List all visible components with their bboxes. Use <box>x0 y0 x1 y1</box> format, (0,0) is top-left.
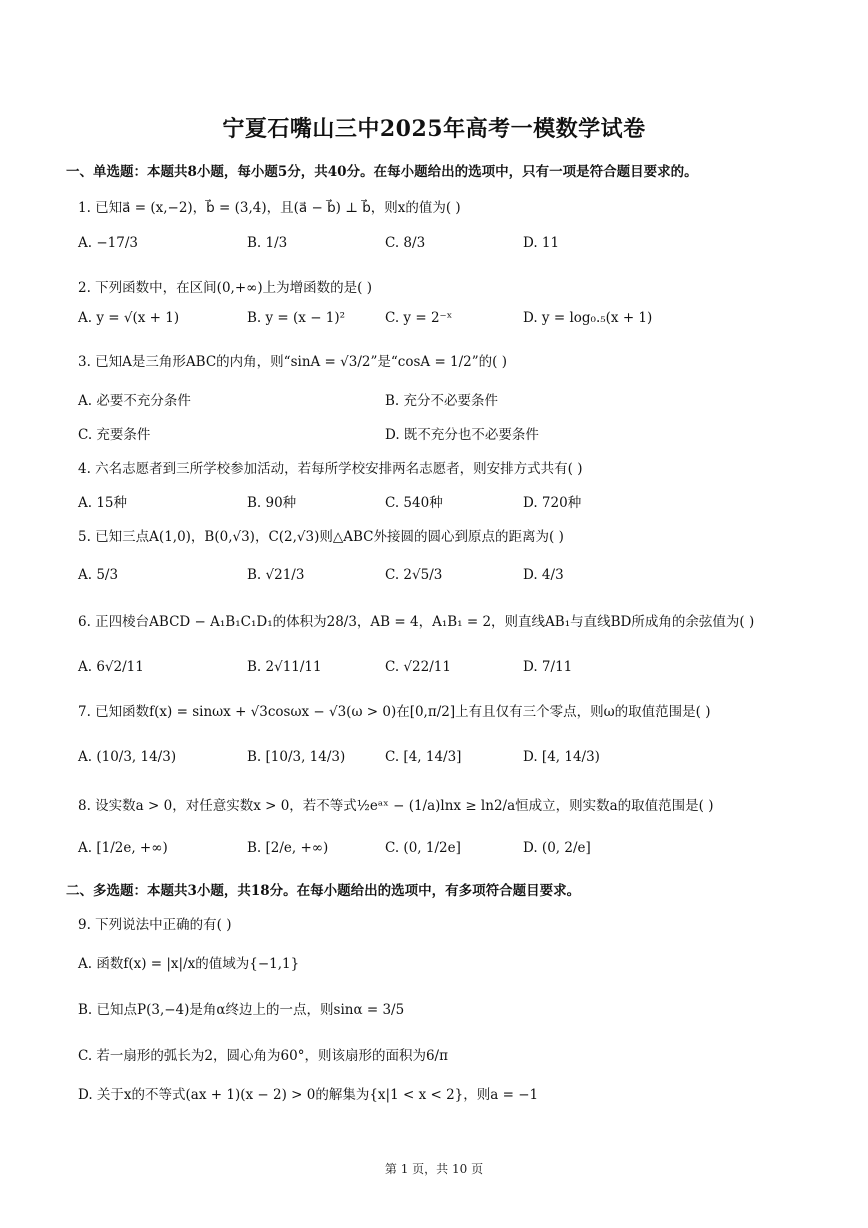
question-8-option-d: D. (0, 2/e] <box>523 840 591 856</box>
question-3-stem: 3. 已知A是三角形ABC的内角，则“sinA = √3/2”是“cosA = 1/2”的( ) <box>78 354 508 370</box>
question-6-option-a: A. 6√2/11 <box>78 659 144 675</box>
section-heading-multiple-choice: 二、多选题：本题共3小题，共18分。在每小题给出的选项中，有多项符合题目要求。 <box>66 883 581 899</box>
question-6-option-d: D. 7/11 <box>523 659 573 675</box>
question-1-stem: 1. 已知a⃗ = (x,−2)，b⃗ = (3,4)，且(a⃗ − b⃗) ⊥ b⃗，则x的值为( ) <box>78 200 461 216</box>
question-1-option-a: A. −17/3 <box>78 235 138 251</box>
question-7-option-d: D. [4, 14/3) <box>523 749 600 765</box>
page-title: 宁夏石嘴山三中2025年高考一模数学试卷 <box>222 116 646 142</box>
question-5-stem: 5. 已知三点A(1,0)，B(0,√3)，C(2,√3)则△ABC外接圆的圆心到原点的距离为( ) <box>78 529 564 545</box>
question-2-stem: 2. 下列函数中，在区间(0,+∞)上为增函数的是( ) <box>78 280 372 296</box>
question-6-option-c: C. √22/11 <box>385 659 451 675</box>
question-7-option-a: A. (10/3, 14/3) <box>78 749 177 765</box>
question-4-option-c: C. 540种 <box>385 495 443 511</box>
question-8-option-c: C. (0, 1/2e] <box>385 840 461 856</box>
page-footer: 第 1 页，共 10 页 <box>384 1162 484 1176</box>
question-8-option-a: A. [1/2e, +∞) <box>78 840 168 856</box>
question-7-stem: 7. 已知函数f(x) = sinωx + √3cosωx − √3(ω > 0)在[0,π/2]上有且仅有三个零点，则ω的取值范围是( ) <box>78 704 711 720</box>
question-3-option-b: B. 充分不必要条件 <box>385 393 499 409</box>
question-5-option-b: B. √21/3 <box>247 567 305 583</box>
question-2-option-c: C. y = 2⁻ˣ <box>385 310 453 326</box>
question-4-option-d: D. 720种 <box>523 495 582 511</box>
question-9-option-a: A. 函数f(x) = |x|/x的值域为{−1,1} <box>78 956 300 972</box>
question-1-option-c: C. 8/3 <box>385 235 426 251</box>
question-4-option-a: A. 15种 <box>78 495 128 511</box>
question-9-stem: 9. 下列说法中正确的有( ) <box>78 917 232 933</box>
question-3-option-d: D. 既不充分也不必要条件 <box>385 427 539 443</box>
question-9-option-c: C. 若一扇形的弧长为2，圆心角为60°，则该扇形的面积为6/π <box>78 1048 448 1064</box>
question-4-stem: 4. 六名志愿者到三所学校参加活动，若每所学校安排两名志愿者，则安排方式共有( ) <box>78 461 583 477</box>
question-7-option-c: C. [4, 14/3] <box>385 749 462 765</box>
question-5-option-d: D. 4/3 <box>523 567 564 583</box>
question-8-stem: 8. 设实数a > 0，对任意实数x > 0，若不等式½eᵃˣ − (1/a)lnx ≥ ln2/a恒成立，则实数a的取值范围是( ) <box>78 798 714 814</box>
question-8-option-b: B. [2/e, +∞) <box>247 840 329 856</box>
question-1-option-b: B. 1/3 <box>247 235 288 251</box>
question-7-option-b: B. [10/3, 14/3) <box>247 749 346 765</box>
question-1-option-d: D. 11 <box>523 235 560 251</box>
question-4-option-b: B. 90种 <box>247 495 297 511</box>
question-5-option-a: A. 5/3 <box>78 567 119 583</box>
question-3-option-a: A. 必要不充分条件 <box>78 393 191 409</box>
question-6-option-b: B. 2√11/11 <box>247 659 322 675</box>
question-2-option-d: D. y = log₀.₅(x + 1) <box>523 310 653 326</box>
question-2-option-b: B. y = (x − 1)² <box>247 310 346 326</box>
question-9-option-d: D. 关于x的不等式(ax + 1)(x − 2) > 0的解集为{x|1 < x < 2}，则a = −1 <box>78 1087 539 1103</box>
question-9-option-b: B. 已知点P(3,−4)是角α终边上的一点，则sinα = 3/5 <box>78 1002 405 1018</box>
question-6-stem: 6. 正四棱台ABCD − A₁B₁C₁D₁的体积为28/3，AB = 4，A₁B₁ = 2，则直线AB₁与直线BD所成角的余弦值为( ) <box>78 614 755 630</box>
section-heading-single-choice: 一、单选题：本题共8小题，每小题5分，共40分。在每小题给出的选项中，只有一项是符合题目要求的。 <box>66 164 698 180</box>
question-5-option-c: C. 2√5/3 <box>385 567 443 583</box>
question-3-option-c: C. 充要条件 <box>78 427 151 443</box>
question-2-option-a: A. y = √(x + 1) <box>78 310 180 326</box>
